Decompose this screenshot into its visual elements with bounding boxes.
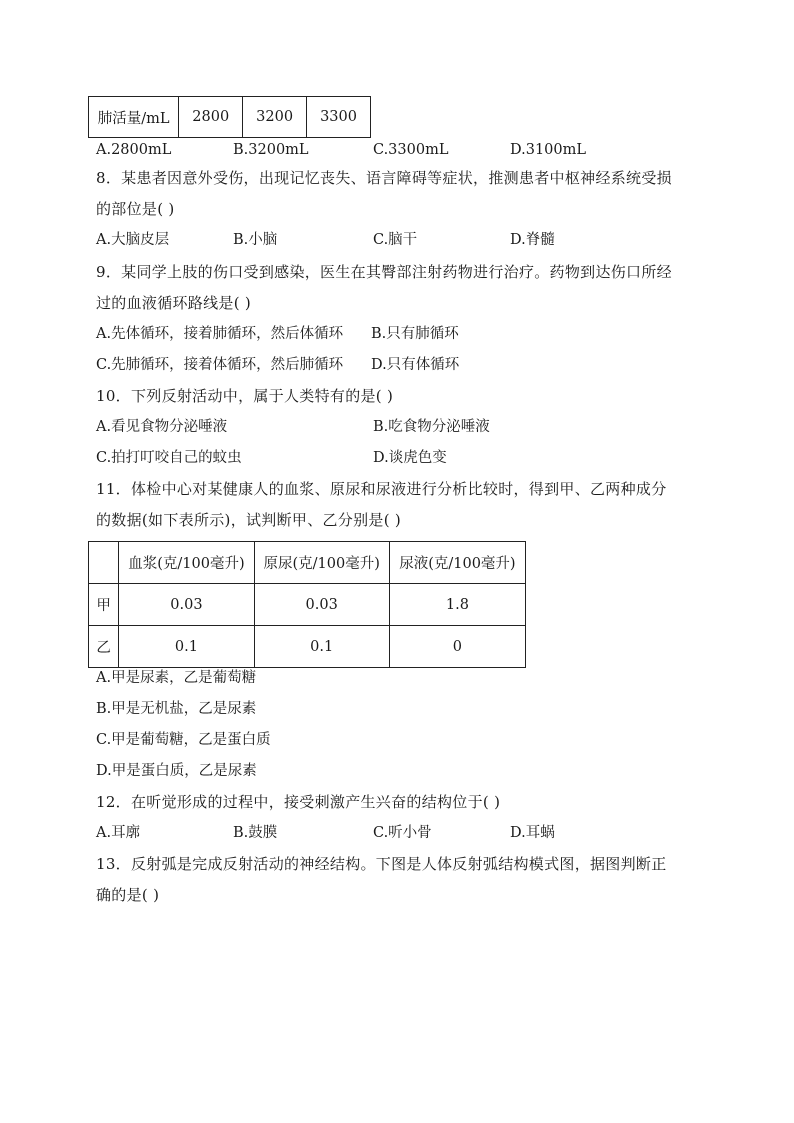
table-row xyxy=(89,584,526,626)
q11-stem-line-2: 的数据(如下表所示)，试判断甲、乙分别是( ) xyxy=(96,511,402,529)
table-header-cell: 尿液(克/100毫升) xyxy=(389,542,525,584)
q8-option-b[interactable]: B.小脑 xyxy=(233,232,278,248)
table-cell: 0.1 xyxy=(254,626,389,668)
q9-option-c[interactable]: C.先肺循环，接着体循环，然后肺循环 xyxy=(96,357,344,373)
table-header-cell xyxy=(89,542,119,584)
q11-option-b[interactable]: B.甲是无机盐，乙是尿素 xyxy=(96,701,257,717)
q10-option-d[interactable]: D.谈虎色变 xyxy=(373,450,447,466)
composition-table xyxy=(88,541,526,668)
table-row-label: 甲 xyxy=(89,584,119,626)
q11-option-d[interactable]: D.甲是蛋白质，乙是尿素 xyxy=(96,763,257,779)
table-cell: 2800 xyxy=(179,97,243,138)
table-cell: 0.1 xyxy=(119,626,254,668)
q10-option-a[interactable]: A.看见食物分泌唾液 xyxy=(96,419,228,435)
q11-option-c[interactable]: C.甲是葡萄糖，乙是蛋白质 xyxy=(96,732,271,748)
q11-option-a[interactable]: A.甲是尿素，乙是葡萄糖 xyxy=(96,670,257,686)
table-header-cell: 肺活量/mL xyxy=(89,97,179,138)
table-cell: 1.8 xyxy=(389,584,525,626)
q9-option-d[interactable]: D.只有体循环 xyxy=(371,357,460,373)
q8-stem-line-1: 8．某患者因意外受伤，出现记忆丧失、语言障碍等症状，推测患者中枢神经系统受损 xyxy=(96,169,672,187)
table-row xyxy=(89,97,371,138)
table-header-cell: 血浆(克/100毫升) xyxy=(119,542,254,584)
q11-stem-line-1: 11．体检中心对某健康人的血浆、原尿和尿液进行分析比较时，得到甲、乙两种成分 xyxy=(96,480,667,498)
q12-option-d[interactable]: D.耳蜗 xyxy=(510,825,555,841)
table-cell: 0.03 xyxy=(119,584,254,626)
q9-stem-line-2: 过的血液循环路线是( ) xyxy=(96,294,252,312)
q10-option-b[interactable]: B.吃食物分泌唾液 xyxy=(373,419,490,435)
table-cell: 0 xyxy=(389,626,525,668)
q8-option-d[interactable]: D.脊髓 xyxy=(510,232,555,248)
table-row xyxy=(89,626,526,668)
q12-option-c[interactable]: C.听小骨 xyxy=(373,825,432,841)
q9-option-a[interactable]: A.先体循环，接着肺循环，然后体循环 xyxy=(96,326,344,342)
q12-option-a[interactable]: A.耳廓 xyxy=(96,825,141,841)
table-cell: 3300 xyxy=(307,97,371,138)
q8-stem-line-2: 的部位是( ) xyxy=(96,200,175,218)
table-header-cell: 原尿(克/100毫升) xyxy=(254,542,389,584)
q12-option-b[interactable]: B.鼓膜 xyxy=(233,825,278,841)
q13-stem-line-1: 13．反射弧是完成反射活动的神经结构。下图是人体反射弧结构模式图，据图判断正 xyxy=(96,855,667,873)
q12-stem-line-1: 12．在听觉形成的过程中，接受刺激产生兴奋的结构位于( ) xyxy=(96,793,501,811)
q7-option-c[interactable]: C.3300mL xyxy=(373,142,449,158)
table-cell: 3200 xyxy=(243,97,307,138)
q8-option-c[interactable]: C.脑干 xyxy=(373,232,418,248)
lung-capacity-table xyxy=(88,96,371,138)
q7-option-d[interactable]: D.3100mL xyxy=(510,142,586,158)
table-cell: 0.03 xyxy=(254,584,389,626)
q8-option-a[interactable]: A.大脑皮层 xyxy=(96,232,170,248)
table-row-label: 乙 xyxy=(89,626,119,668)
q13-stem-line-2: 确的是( ) xyxy=(96,886,160,904)
q7-option-b[interactable]: B.3200mL xyxy=(233,142,309,158)
q9-stem-line-1: 9．某同学上肢的伤口受到感染，医生在其臀部注射药物进行治疗。药物到达伤口所经 xyxy=(96,263,672,281)
table-row xyxy=(89,542,526,584)
q10-option-c[interactable]: C.拍打叮咬自己的蚊虫 xyxy=(96,450,242,466)
q10-stem-line-1: 10．下列反射活动中，属于人类特有的是( ) xyxy=(96,387,394,405)
q9-option-b[interactable]: B.只有肺循环 xyxy=(371,326,459,342)
q7-option-a[interactable]: A.2800mL xyxy=(96,142,172,158)
